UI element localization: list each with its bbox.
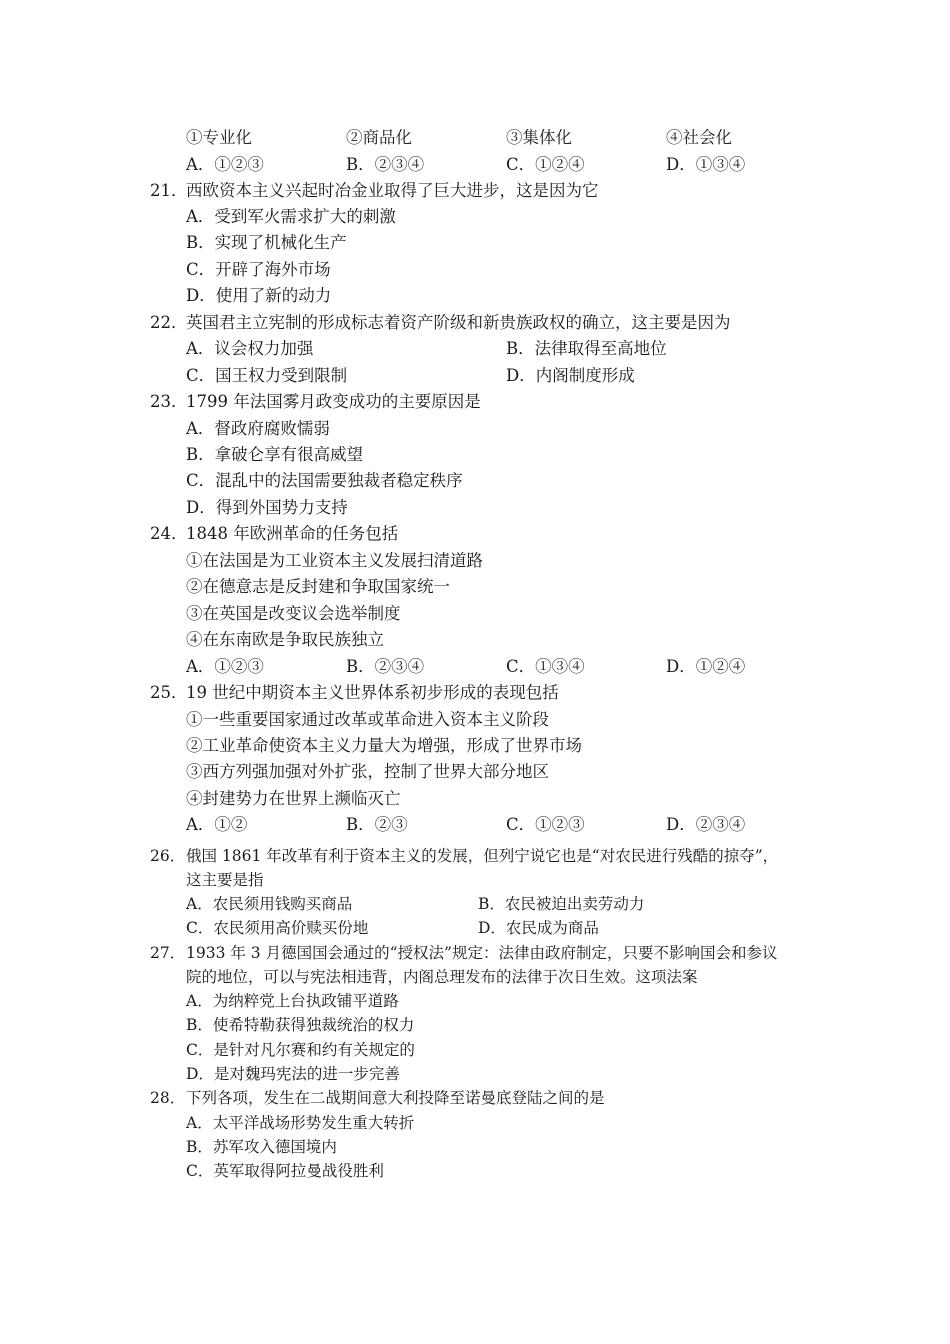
q20-item-4: ④社会化 — [666, 128, 732, 147]
q25-option-b: B．②③ — [346, 815, 408, 834]
q24-option-c: C．①③④ — [506, 657, 585, 676]
q25-option-c: C．①②③ — [506, 815, 585, 834]
q20-item-2: ②商品化 — [346, 128, 412, 147]
q28-stem: 下列各项，发生在二战期间意大利投降至诺曼底登陆之间的是 — [186, 1089, 605, 1107]
q23-option-c: C．混乱中的法国需要独裁者稳定秩序 — [186, 471, 463, 490]
q27-option-d: D．是对魏玛宪法的进一步完善 — [186, 1065, 400, 1083]
q24-option-a: A．①②③ — [186, 657, 264, 676]
q25-number: 25． — [150, 683, 188, 702]
q21-number: 21． — [150, 181, 188, 200]
q28-option-a: A．太平洋战场形势发生重大转折 — [186, 1114, 415, 1132]
q27-stem-line-1: 1933 年 3 月德国国会通过的“授权法”规定：法律由政府制定，只要不影响国会和参议 — [186, 944, 778, 962]
q25-option-a: A．①② — [186, 815, 248, 834]
q25-item-4: ④封建势力在世界上濒临灭亡 — [186, 789, 401, 808]
q27-number: 27． — [150, 944, 186, 962]
q23-stem: 1799 年法国雾月政变成功的主要原因是 — [186, 392, 481, 411]
q20-option-a: A．①②③ — [186, 155, 264, 174]
q22-option-b: B．法律取得至高地位 — [506, 339, 667, 358]
q21-stem: 西欧资本主义兴起时冶金业取得了巨大进步，这是因为它 — [186, 181, 599, 200]
q25-item-3: ③西方列强加强对外扩张，控制了世界大部分地区 — [186, 762, 549, 781]
q20-option-d: D．①③④ — [666, 155, 746, 174]
q27-stem-line-2: 院的地位，可以与宪法相违背，内阁总理发布的法律于次日生效。这项法案 — [186, 968, 698, 986]
q22-option-c: C．国王权力受到限制 — [186, 366, 348, 385]
q23-option-d: D．得到外国势力支持 — [186, 498, 348, 517]
q26-number: 26． — [150, 847, 186, 865]
q26-option-b: B．农民被迫出卖劳动力 — [478, 895, 645, 913]
q28-option-c: C．英军取得阿拉曼战役胜利 — [186, 1162, 384, 1180]
q25-stem: 19 世纪中期资本主义世界体系初步形成的表现包括 — [186, 683, 559, 702]
q24-item-4: ④在东南欧是争取民族独立 — [186, 630, 384, 649]
q27-option-b: B．使希特勒获得独裁统治的权力 — [186, 1016, 415, 1034]
q27-option-c: C．是针对凡尔赛和约有关规定的 — [186, 1041, 415, 1059]
q24-option-b: B．②③④ — [346, 657, 425, 676]
q24-option-d: D．①②④ — [666, 657, 746, 676]
q25-item-1: ①一些重要国家通过改革或革命进入资本主义阶段 — [186, 710, 549, 729]
q26-option-d: D．农民成为商品 — [478, 919, 599, 937]
q24-number: 24． — [150, 524, 188, 543]
q21-option-d: D．使用了新的动力 — [186, 286, 332, 305]
q21-option-a: A．受到军火需求扩大的刺激 — [186, 207, 396, 226]
q20-option-b: B．②③④ — [346, 155, 425, 174]
q20-item-1: ①专业化 — [186, 128, 252, 147]
q25-option-d: D．②③④ — [666, 815, 746, 834]
q26-stem-line-1: 俄国 1861 年改革有利于资本主义的发展，但列宁说它也是“对农民进行残酷的掠夺”， — [186, 847, 779, 865]
q21-option-b: B．实现了机械化生产 — [186, 233, 347, 252]
q23-number: 23． — [150, 392, 188, 411]
q24-stem: 1848 年欧洲革命的任务包括 — [186, 524, 399, 543]
q26-stem-line-2: 这主要是指 — [186, 871, 264, 889]
q27-option-a: A．为纳粹党上台执政铺平道路 — [186, 992, 399, 1010]
q21-option-c: C．开辟了海外市场 — [186, 260, 331, 279]
q23-option-b: B．拿破仑享有很高威望 — [186, 445, 364, 464]
q22-option-d: D．内阁制度形成 — [506, 366, 635, 385]
q25-item-2: ②工业革命使资本主义力量大为增强，形成了世界市场 — [186, 736, 582, 755]
q28-number: 28． — [150, 1089, 186, 1107]
q22-stem: 英国君主立宪制的形成标志着资产阶级和新贵族政权的确立，这主要是因为 — [186, 313, 731, 332]
q24-item-2: ②在德意志是反封建和争取国家统一 — [186, 577, 450, 596]
q22-option-a: A．议会权力加强 — [186, 339, 314, 358]
q28-option-b: B．苏军攻入德国境内 — [186, 1138, 337, 1156]
q26-option-c: C．农民须用高价赎买份地 — [186, 919, 369, 937]
q23-option-a: A．督政府腐败懦弱 — [186, 419, 330, 438]
q26-option-a: A．农民须用钱购买商品 — [186, 895, 353, 913]
q20-option-c: C．①②④ — [506, 155, 585, 174]
q24-item-1: ①在法国是为工业资本主义发展扫清道路 — [186, 551, 483, 570]
q20-item-3: ③集体化 — [506, 128, 572, 147]
q24-item-3: ③在英国是改变议会选举制度 — [186, 604, 401, 623]
q22-number: 22． — [150, 313, 188, 332]
